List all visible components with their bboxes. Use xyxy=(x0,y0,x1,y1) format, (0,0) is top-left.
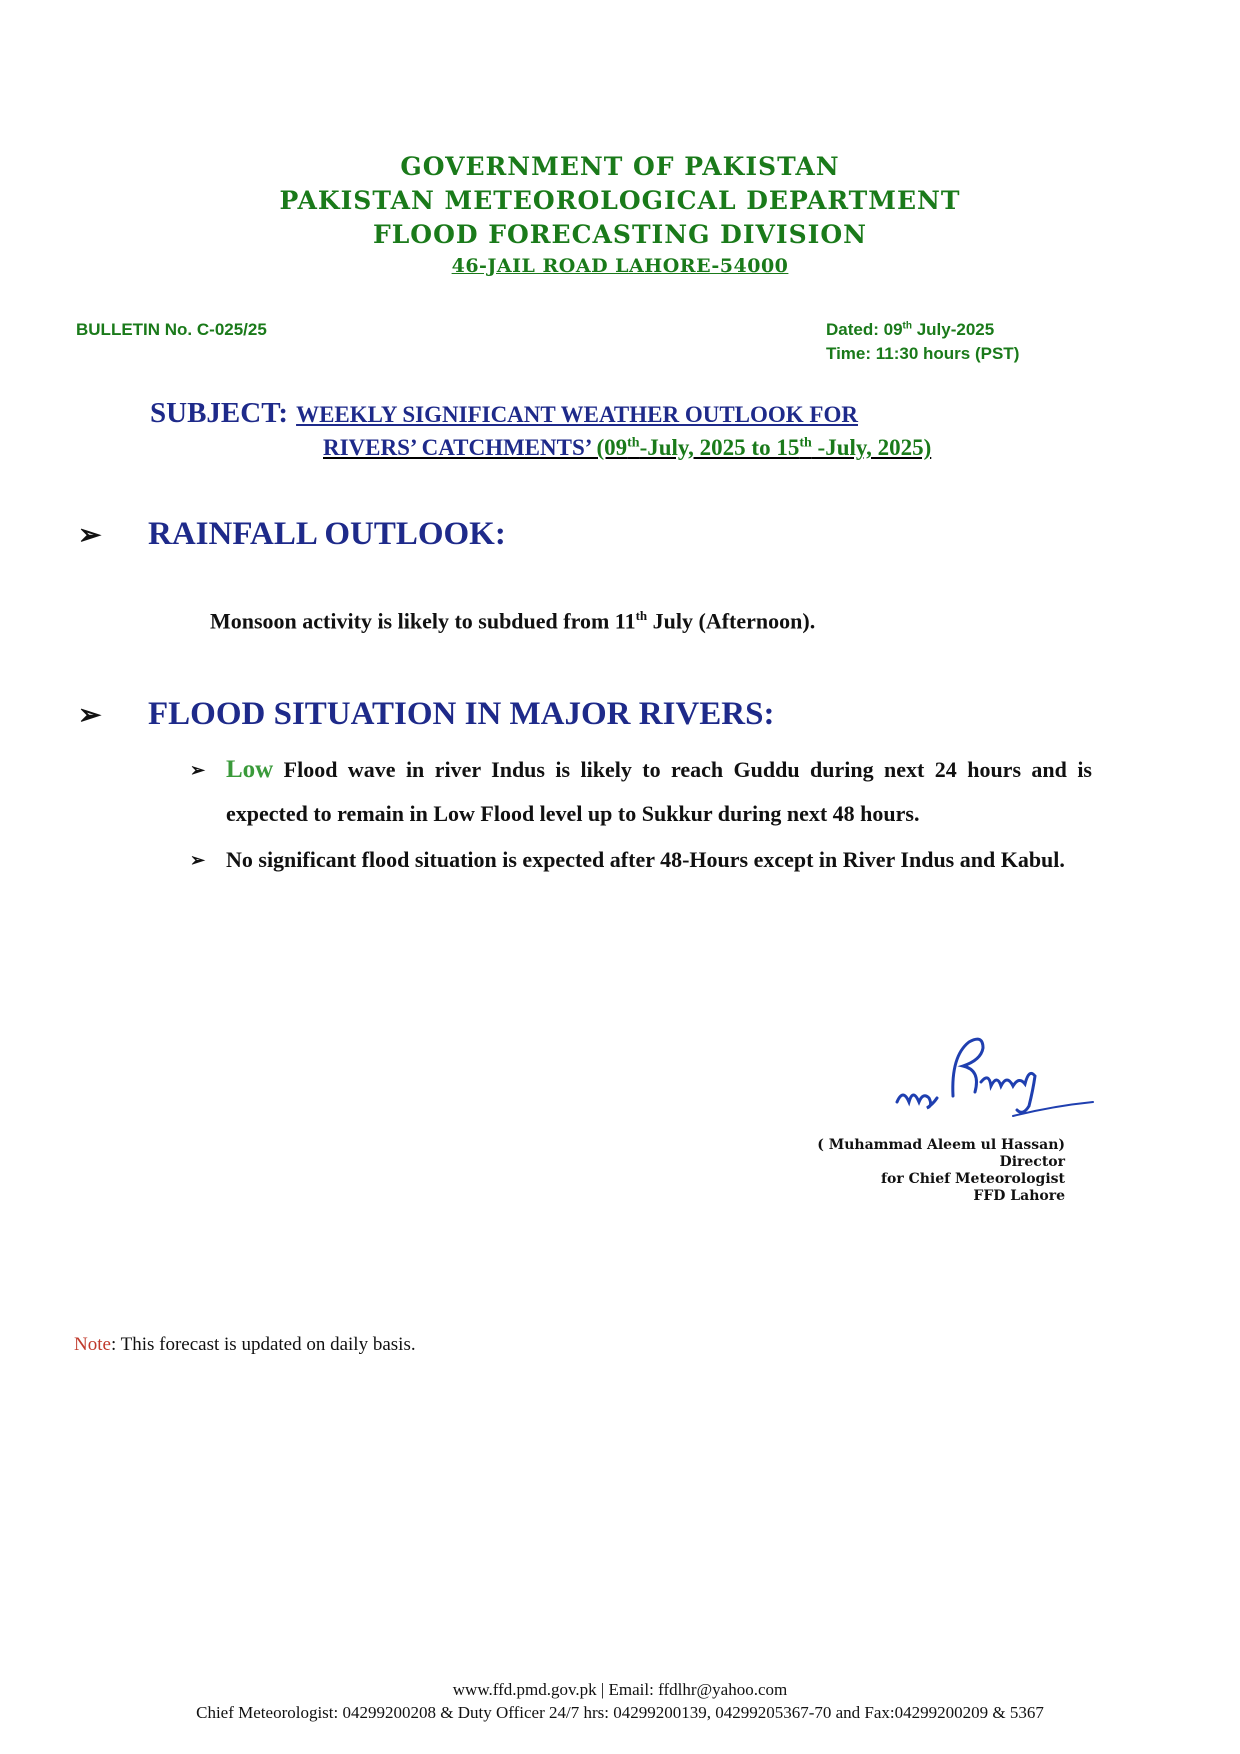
signatory-for: for Chief Meteorologist xyxy=(881,1171,1065,1187)
subject-title-1: WEEKLY SIGNIFICANT WEATHER OUTLOOK FOR xyxy=(296,402,858,427)
date-suffix: July-2025 xyxy=(911,320,995,339)
subject-date-c: -July, 2025) xyxy=(811,435,932,460)
list-item xyxy=(190,748,1090,838)
bulletin-time: Time: 11:30 hours (PST) xyxy=(826,344,1020,363)
rainfall-text-a: Monsoon activity is likely to subdued from 11 xyxy=(210,608,636,634)
subject-date-a-sup: th xyxy=(627,435,640,451)
signatory-title: Director xyxy=(999,1154,1065,1170)
list-item xyxy=(190,838,1090,928)
subject-date-a: (09 xyxy=(596,435,628,460)
date-prefix: Dated: 09 xyxy=(826,320,903,339)
flood-title: FLOOD SITUATION IN MAJOR RIVERS: xyxy=(148,696,775,732)
signature-image xyxy=(895,1030,1095,1130)
subject-line-2 xyxy=(323,435,931,461)
section-flood-heading xyxy=(78,696,774,733)
section-rainfall-heading xyxy=(78,516,506,553)
rainfall-title: RAINFALL OUTLOOK: xyxy=(148,516,506,552)
signatory-office: FFD Lahore xyxy=(973,1188,1065,1204)
header-address: 46-JAIL ROAD LAHORE-54000 xyxy=(451,255,789,277)
subject-dates xyxy=(596,435,931,460)
subject-date-b: -July, 2025 to 15 xyxy=(639,435,800,460)
signature-stroke xyxy=(953,1039,983,1096)
date-sup: th xyxy=(902,320,912,332)
footer-phones: Chief Meteorologist: 04299200208 & Duty Officer 24/7 hrs: 04299200139, 04299205367-70 and Fax:04299200209 & 5367 xyxy=(196,1703,1044,1722)
header-department: PAKISTAN METEOROLOGICAL DEPARTMENT xyxy=(279,186,961,215)
arrow-bullet-icon: ➢ xyxy=(190,850,206,870)
signature-stroke xyxy=(897,1095,937,1108)
header-government: GOVERNMENT OF PAKISTAN xyxy=(400,152,840,181)
rainfall-text xyxy=(210,608,815,634)
signatory-name: ( Muhammad Aleem ul Hassan) xyxy=(817,1137,1065,1153)
bulletin-number: BULLETIN No. C-025/25 xyxy=(76,320,267,339)
signature-block xyxy=(817,1137,1065,1205)
subject-date-b-sup: th xyxy=(799,435,812,451)
header-division: FLOOD FORECASTING DIVISION xyxy=(372,220,868,249)
arrow-bullet-icon: ➢ xyxy=(78,700,102,731)
bulletin-date xyxy=(826,320,994,340)
subject-title-2: RIVERS’ CATCHMENTS’ xyxy=(323,435,597,460)
bullet-text-2: No significant flood situation is expected after 48-Hours except in River Indus and Kabul. xyxy=(226,847,1065,872)
subject-label: SUBJECT: xyxy=(150,397,289,429)
note xyxy=(74,1334,416,1356)
arrow-bullet-icon: ➢ xyxy=(78,520,102,551)
signature-stroke xyxy=(981,1073,1035,1112)
bullet-text-1 xyxy=(226,748,1092,836)
note-text: : This forecast is updated on daily basis. xyxy=(110,1334,416,1355)
subject-line-1 xyxy=(150,397,858,430)
note-label: Note xyxy=(74,1334,111,1355)
rainfall-text-sup: th xyxy=(635,608,648,623)
low-flood-label: Low xyxy=(226,756,274,783)
rainfall-text-b: July (Afternoon). xyxy=(647,608,816,634)
arrow-bullet-icon: ➢ xyxy=(190,760,206,780)
footer-contact: www.ffd.pmd.gov.pk | Email: ffdlhr@yahoo.com xyxy=(452,1680,788,1699)
bullet-1-body: Flood wave in river Indus is likely to reach Guddu during next 24 hours and is expected to remain in Low Flood level up to Sukkur during next 48 hours. xyxy=(226,757,1092,826)
